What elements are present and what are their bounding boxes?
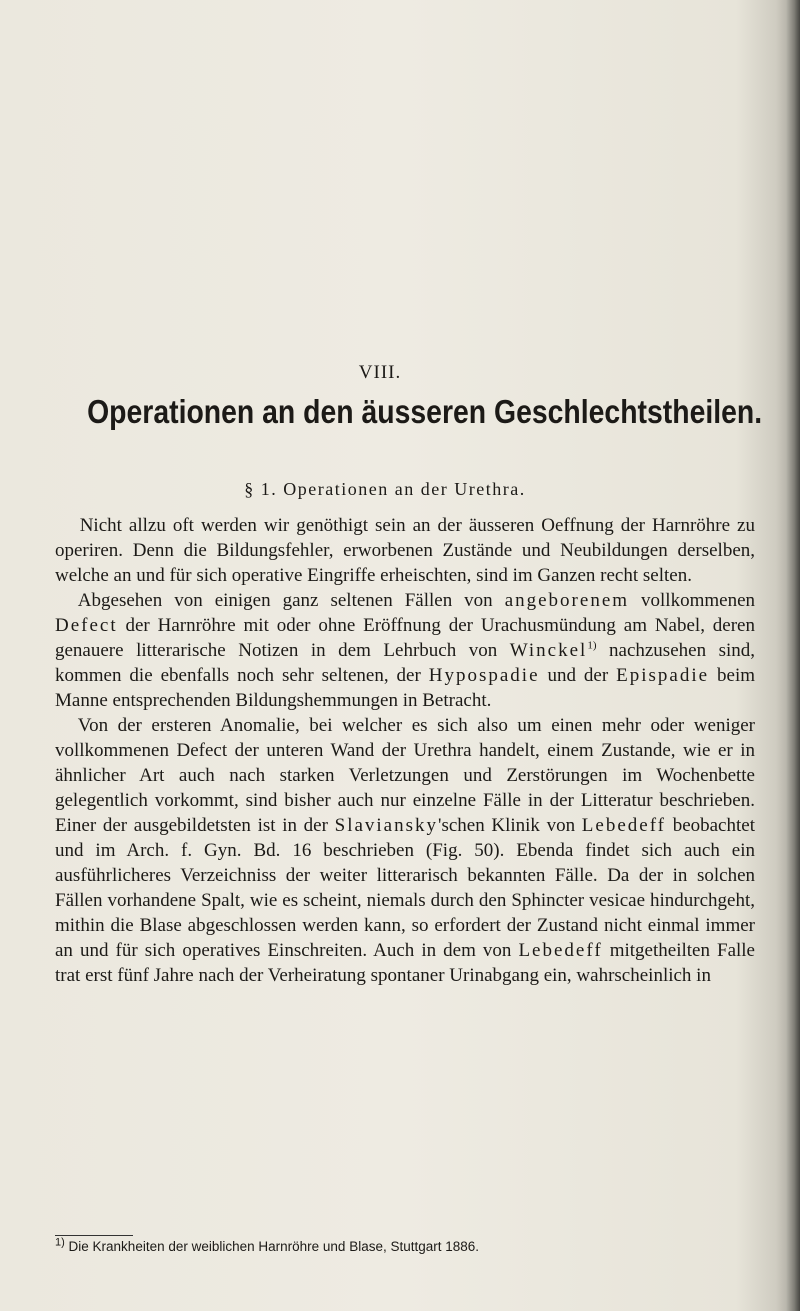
text-run: vollkommenen [629,590,756,611]
text-run: nachzusehen sind, kommen die ebenfalls noch sehr seltenen, der [55,640,755,686]
author-name: Lebedeff [581,815,667,836]
text-run: und der [539,665,617,686]
paragraph-3 [55,713,755,988]
footnote-marker: 1) [55,1236,65,1249]
section-heading: § 1. Operationen an der Urethra. [244,479,526,499]
footnote-text: Die Krankheiten der weiblichen Harnröhre und Blase, Stuttgart 1886. [64,1239,480,1254]
footnote [55,1238,755,1255]
chapter-title: Operationen an den äusseren Geschlechtstheilen. [87,393,763,430]
body-text [55,513,755,988]
text-run: Abgesehen von einigen ganz seltenen Fällen von [77,590,505,611]
spaced-term: angeborenem [504,590,630,611]
spaced-term: Defect [55,615,118,636]
spaced-term: Epispadie [616,665,710,686]
text-run: mitgetheilten Falle trat erst fünf Jahre nach der Verheiratung spontaner Urinabgang ein, wahrscheinlich in [55,940,755,986]
chapter-number: VIII. [358,362,402,383]
author-name: Winckel [509,640,588,661]
author-name: Slaviansky [334,815,439,836]
page-edge-shadow [786,0,800,1311]
footnote-divider [55,1235,133,1236]
text-run: beim Manne entsprechenden Bildungshemmungen in Betracht. [55,665,755,711]
paragraph-1: Nicht allzu oft werden wir genöthigt sein an der äusseren Oeffnung der Harnröhre zu operiren. Denn die Bildungsfehler, erworbenen Zustände und Neubildungen derselben, welche an und für sich operative Eingriffe erheischten, sind im Ganzen recht selten. [55,515,755,586]
text-run: der Harnröhre mit oder ohne Eröffnung der Urachusmündung am Nabel, deren genauere litterarische Notizen in dem Lehrbuch von [55,615,755,661]
paragraph-2 [55,588,755,713]
text-run: Von der ersteren Anomalie, bei welcher es sich also um einen mehr oder weniger vollkommenen Defect der unteren Wand der Urethra handelt, einem Zustande, wie er in ähnlicher Art auch nach starken Verletzungen und Zerstörungen im Wochenbette gelegentlich vorkommt, sind bisher auch nur einzelne Fälle in der Litteratur beschrieben. Einer der ausgebildetsten ist in der [55,715,755,836]
text-run: beobachtet und im Arch. f. Gyn. Bd. 16 beschrieben (Fig. 50). Ebenda findet sich auch ein ausführlicheres Verzeichniss der weiter litterarisch bekannten Fälle. Da der in solchen Fällen vorhandene Spalt, wie es scheint, niemals durch den Sphincter vesicae hindurchgeht, mithin die Blase abgeschlossen werden kann, so erfordert der Zustand nicht einmal immer an und für sich operatives Einschreiten. Auch in dem von [55,815,755,961]
author-name: Lebedeff [518,940,603,961]
spaced-term: Hypospadie [428,665,540,686]
footnote-reference[interactable]: 1) [587,639,597,652]
text-run: 'schen Klinik von [438,815,582,836]
